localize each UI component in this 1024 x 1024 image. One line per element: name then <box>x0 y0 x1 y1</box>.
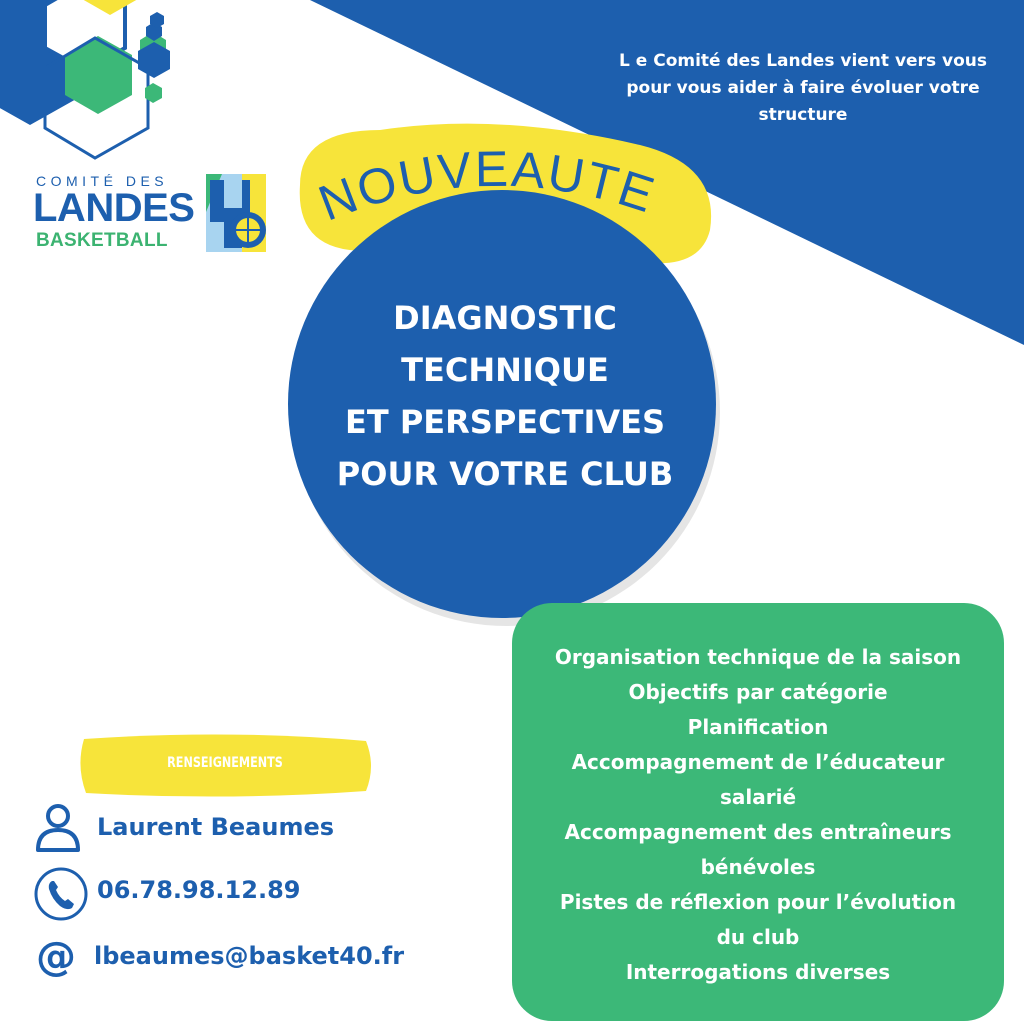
circle-line-4: POUR VOTRE CLUB <box>336 455 674 493</box>
circle-line-2: TECHNIQUE <box>401 351 609 389</box>
circle-title <box>290 292 720 500</box>
banner-label: NOUVEAUTE <box>311 140 663 232</box>
topic-line: Pistes de réflexion pour l’évolution <box>559 890 957 914</box>
intro-line-2: pour vous aider à faire évoluer votre <box>626 78 980 98</box>
circle-line-3: ET PERSPECTIVES <box>344 403 666 441</box>
person-icon <box>30 800 86 856</box>
topics-list <box>512 640 1004 990</box>
topic-line: Planification <box>687 715 829 739</box>
intro-line-1: L e Comité des Landes vient vers vous <box>619 51 987 71</box>
topic-line: Objectifs par catégorie <box>628 680 888 704</box>
logo-text-basketball: BASKETBALL <box>36 230 168 251</box>
topic-line: salarié <box>719 785 797 809</box>
topic-line: bénévoles <box>700 855 816 879</box>
hexagon-decoration <box>0 0 170 158</box>
phone-icon <box>33 866 89 922</box>
banner-nouveaute <box>300 120 740 250</box>
circle-line-1: DIAGNOSTIC <box>393 299 617 337</box>
contact-phone[interactable]: 06.78.98.12.89 <box>97 876 301 904</box>
intro-line-3: structure <box>758 105 848 125</box>
topic-line: Accompagnement de l’éducateur <box>571 750 945 774</box>
logo-text-landes: LANDES <box>33 186 195 230</box>
basketball-40-mark-icon <box>202 172 270 254</box>
topic-line: du club <box>716 925 800 949</box>
intro-text <box>585 48 1021 129</box>
at-sign-icon: @ <box>36 934 76 980</box>
topic-line: Organisation technique de la saison <box>554 645 962 669</box>
contact-name: Laurent Beaumes <box>97 813 335 841</box>
topic-line: Accompagnement des entraîneurs <box>564 820 952 844</box>
topic-line: Interrogations diverses <box>625 960 891 984</box>
svg-text:NOUVEAUTE <box>311 141 662 232</box>
logo-text-comite: COMITÉ DES <box>36 173 169 189</box>
contact-email[interactable]: lbeaumes@basket40.fr <box>94 942 405 970</box>
renseignements-label: RENSEIGNEMENTS <box>167 755 283 771</box>
